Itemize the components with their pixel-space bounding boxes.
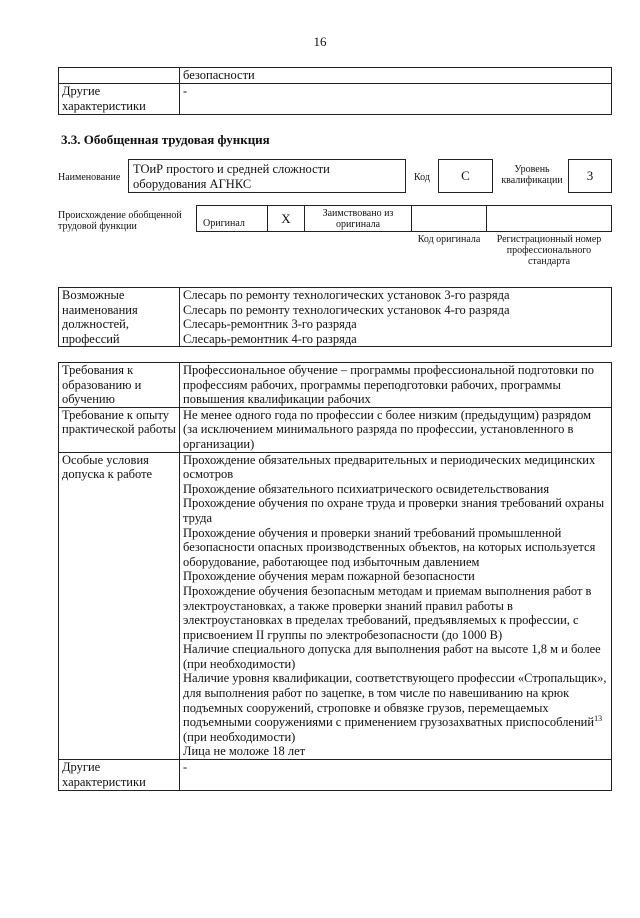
- position-item: Слесарь по ремонту технологических установок 3-го разряда: [183, 288, 510, 302]
- positions-list: [180, 288, 612, 347]
- top-table-other-value: -: [180, 84, 612, 115]
- code-label: Код: [414, 172, 430, 183]
- position-item: Слесарь-ремонтник 4-го разряда: [183, 331, 357, 346]
- age-condition: Лица не моложе 18 лет: [183, 744, 306, 759]
- condition-item: Прохождение обязательного психиатрического освидетельствования: [183, 481, 550, 496]
- condition-item-slinger-tail: (при необходимости): [183, 729, 296, 744]
- top-table-empty-label: [59, 68, 180, 84]
- condition-item: Прохождение обучения по охране труда и проверки знания требований охраны труда: [183, 496, 605, 525]
- requirements-table: [58, 362, 612, 791]
- original-mark: Х: [267, 205, 305, 232]
- positions-table: [58, 287, 612, 347]
- origin-label: Происхождение обобщенной трудовой функции: [58, 210, 182, 232]
- other-value: -: [180, 760, 612, 791]
- function-name-box: [128, 159, 406, 193]
- position-item: Слесарь по ремонту технологических установок 4-го разряда: [183, 302, 510, 317]
- condition-item-slinger: [183, 671, 608, 744]
- page-number: 16: [313, 34, 327, 49]
- conditions-label: Особые условия допуска к работе: [59, 452, 180, 759]
- code-value: С: [438, 159, 493, 193]
- education-label: Требования к образованию и обучению: [59, 363, 180, 408]
- experience-value: Не менее одного года по профессии с более низким (предыдущим) разрядом (за исключением минимального разряда по профессии, установленного в организации): [180, 407, 612, 452]
- condition-item: Прохождение обязательных предварительных и периодических медицинских осмотров: [183, 452, 596, 482]
- function-name: ТОиР простого и средней сложности оборудования АГНКС: [133, 162, 330, 191]
- condition-item: Прохождение обучения и проверки знаний требований промышленной безопасности опасных производственных объектов, на которых используется оборудование, работающее под избыточным давлением: [183, 525, 596, 569]
- footnote-mark: 13: [594, 714, 603, 724]
- conditions-list: [180, 452, 612, 759]
- experience-label: Требование к опыту практической работы: [59, 407, 180, 452]
- education-value: Профессиональное обучение – программы профессиональной подготовки по профессиям рабочих, программы переподготовки рабочих, программы повышения квалификации рабочих: [180, 363, 612, 408]
- top-table-other-label: Другие характеристики: [59, 84, 180, 115]
- borrowed-label: Заимствовано из оригинала: [304, 205, 412, 232]
- reg-number-caption: Регистрационный номер профессионального стандарта: [496, 234, 602, 267]
- section-title: 3.3. Обобщенная трудовая функция: [61, 132, 270, 147]
- level-value: 3: [568, 159, 612, 193]
- original-label-box: [196, 205, 268, 232]
- top-table: [58, 67, 612, 115]
- original-code-box: [411, 205, 487, 232]
- reg-number-box: [486, 205, 612, 232]
- name-label: Наименование: [58, 172, 121, 183]
- other-label: Другие характеристики: [59, 760, 180, 791]
- top-table-value: безопасности: [180, 68, 612, 84]
- condition-item-slinger-text: Наличие уровня квалификации, соответствующего профессии «Стропальщик», для выполнения работ по зацепке, в том числе по навешиванию на крюк подъемных сооружений, строповке и обвязке грузов, перемещаемых подъемными сооружениями с применением грузозахватных приспособлений: [183, 671, 607, 730]
- positions-label: Возможные наименования должностей, профессий: [59, 288, 180, 347]
- position-item: Слесарь-ремонтник 3-го разряда: [183, 317, 357, 332]
- level-label: Уровень квалификации: [501, 164, 563, 186]
- condition-item: Прохождение обучения безопасным методам и приемам выполнения работ в электроустановках, а также проверки знаний правил работы в электроустановках в пределах требований, предъявляемых к профессии, с присвоением II группы по электробезопасности (до 1000 В): [183, 583, 592, 642]
- condition-item: Наличие специального допуска для выполнения работ на высоте 1,8 м и более (при необходимости): [183, 642, 601, 671]
- original-code-caption: Код оригинала: [417, 234, 481, 245]
- condition-item: Прохождение обучения мерам пожарной безопасности: [183, 569, 475, 584]
- original-label: Оригинал: [203, 218, 245, 229]
